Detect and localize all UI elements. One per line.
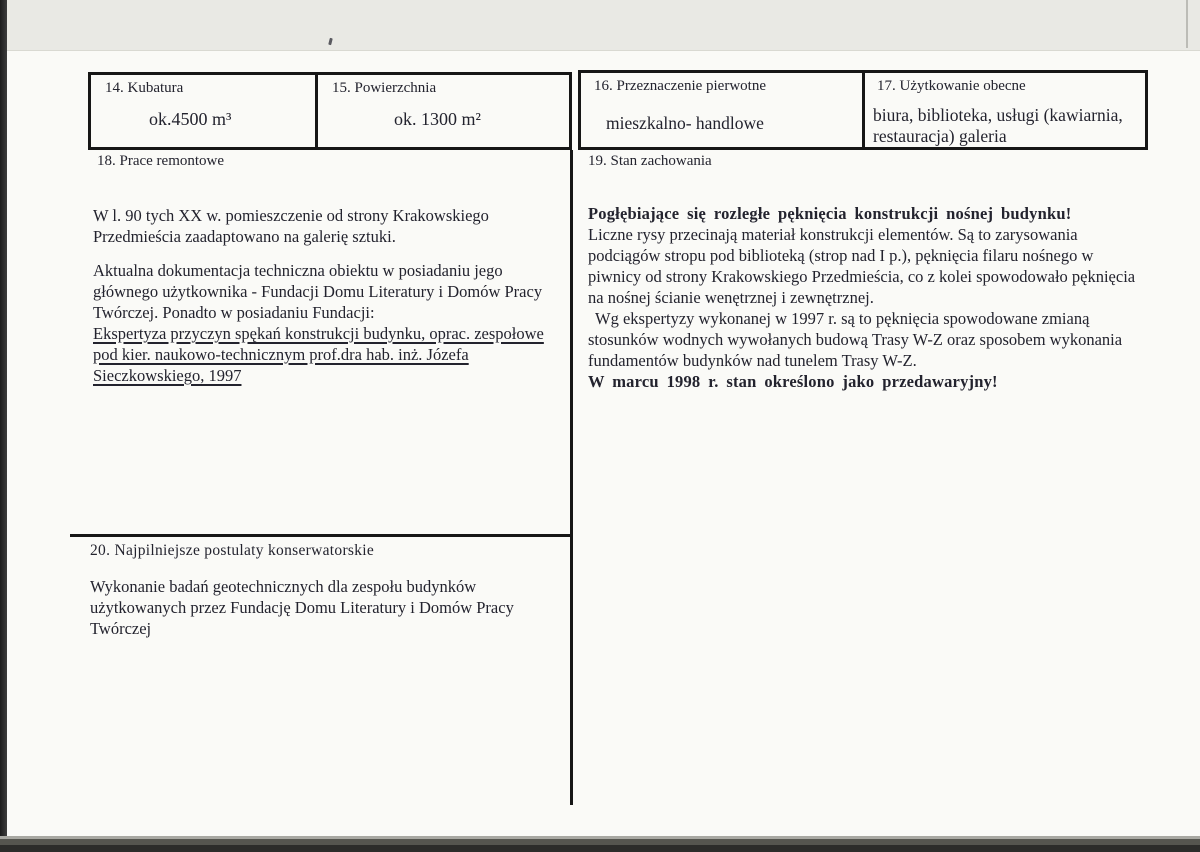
scan-left-edge (0, 0, 7, 852)
field-16-przeznaczenie (581, 73, 862, 147)
section-20-paragraph: Wykonanie badań geotechnicznych dla zespołu budynków użytkowanych przez Fundację Domu Literatury i Domów Pracy Twórczej (90, 577, 514, 638)
field-16-value: mieszkalno- handlowe (606, 113, 764, 133)
section-19-paragraph: Liczne rysy przecinają materiał konstrukcji elementów. Są to zarysowania podciągów stropu pod biblioteką (strop nad I p.), pęknięcia filaru nośnego w piwnicy od strony Krakowskiego Przedmieścia, co z kolei spowodowało pęknięcia na nośnej ścianie wenętrznej i zewnętrznej. (588, 225, 1136, 307)
paragraph-gap (93, 247, 571, 260)
field-17-label: 17. Użytkowanie obecne (877, 78, 1026, 94)
scan-paper-edge-line (1186, 0, 1188, 48)
field-14-value: ok.4500 m³ (149, 109, 232, 129)
scan-bottom-edge (0, 836, 1200, 852)
fields-14-15-box (88, 72, 572, 150)
field-17-uzytkowanie (865, 73, 1145, 147)
field-17-value: biura, biblioteka, usługi (kawiarnia, restauracja) galeria (873, 105, 1123, 146)
section-20-header: 20. Najpilniejsze postulaty konserwatorskie (90, 542, 375, 559)
section-18-body (93, 205, 571, 386)
section-19-conclusion: W marcu 1998 r. stan określono jako przedawaryjny! (588, 372, 998, 391)
section-19-body (588, 203, 1144, 392)
field-14-label: 14. Kubatura (105, 80, 184, 96)
scan-top-paper-edge (6, 0, 1200, 51)
section-19-alert: Pogłębiające się rozległe pęknięcia konstrukcji nośnej budynku! (588, 204, 1072, 223)
section-20-body (90, 576, 538, 639)
field-15-label: 15. Powierzchnia (332, 80, 437, 96)
section-18-expertise-reference: Ekspertyza przyczyn spękań konstrukcji budynku, oprac. zespołowe pod kier. naukowo-technicznym prof.dra hab. inż. Józefa Sieczkowskiego, 1997 (93, 324, 544, 385)
field-16-label: 16. Przeznaczenie pierwotne (594, 78, 766, 94)
section-18-header: 18. Prace remontowe (97, 153, 225, 169)
section-18-paragraph: Aktualna dokumentacja techniczna obiektu w posiadaniu jego głównego użytkownika - Fundacji Domu Literatury i Domów Pracy Twórczej. Ponadto w posiadaniu Fundacji: (93, 261, 543, 322)
section-19-header: 19. Stan zachowania (588, 153, 712, 169)
section-18-paragraph: W l. 90 tych XX w. pomieszczenie od strony Krakowskiego Przedmieścia zaadaptowano na galerię sztuki. (93, 206, 489, 246)
section-20-top-rule (70, 534, 572, 537)
section-19-paragraph: Wg ekspertyzy wykonanej w 1997 r. są to pęknięcia spowodowane zmianą stosunków wodnych wywołanych budową Trasy W-Z oraz sposobem wykonania fundamentów budynków nad tunelem Trasy W-Z. (588, 309, 1123, 370)
field-14-kubatura (91, 75, 315, 147)
field-15-value: ok. 1300 m² (394, 109, 481, 129)
field-15-powierzchnia (318, 75, 569, 147)
fields-16-17-box (578, 70, 1148, 150)
